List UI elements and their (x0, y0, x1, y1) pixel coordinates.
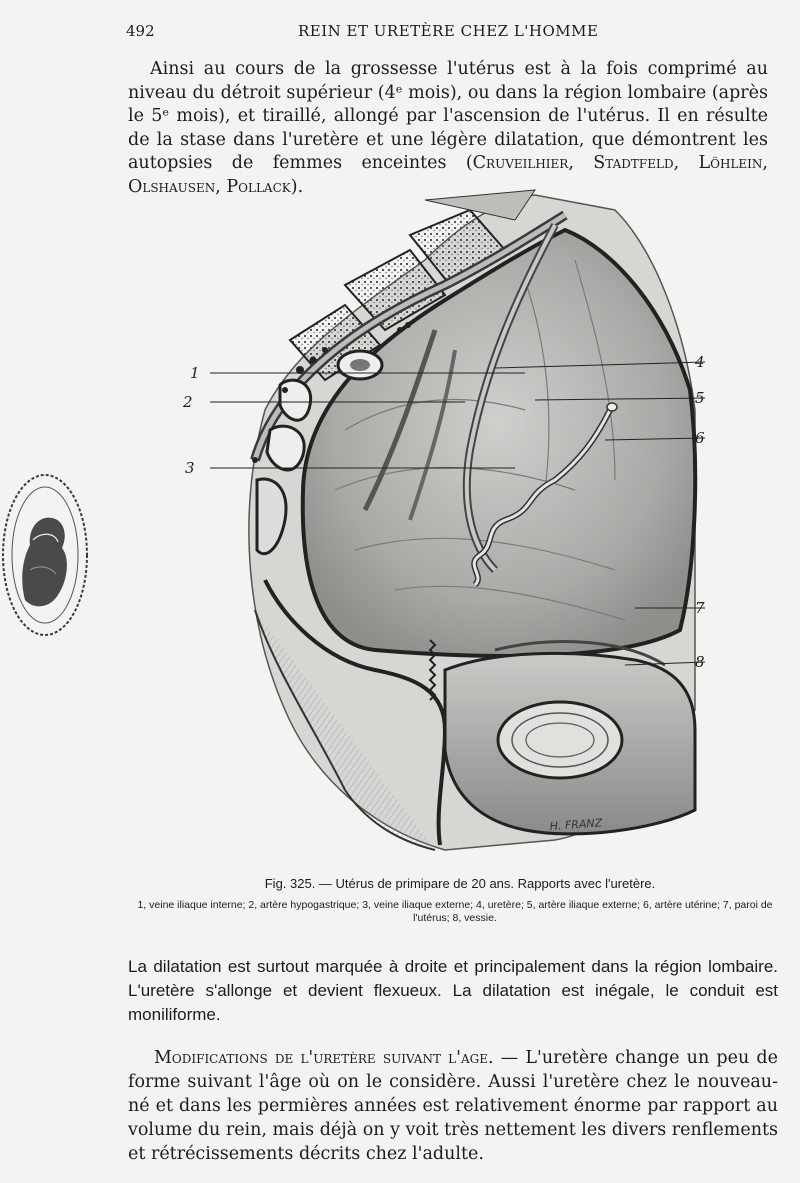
third-paragraph (128, 1046, 778, 1166)
fig-label-7: 7 (695, 599, 705, 617)
fig-label-5: 5 (695, 389, 705, 407)
fig-label-1: 1 (190, 364, 200, 382)
second-paragraph: La dilatation est surtout marquée à droite et principalement dans la région lombaire. L'uretère s'allonge et devient flexueux. La dilatation est inégale, le conduit est moniliforme. (128, 957, 778, 1024)
fig-label-4: 4 (695, 353, 705, 371)
intro-text-a: Ainsi au cours de la grossesse l'utérus est à la fois comprimé au niveau du détroit supérieur (4ᵉ mois), ou dans la région lombaire (après le 5ᵉ mois), et tiraillé, allongé par l'ascension de l'utérus. Il en résulte de la stase dans l'uretère et une légère dilatation, que démontrent les autopsies de femmes enceintes ( (128, 59, 768, 173)
library-stamp-seal (0, 470, 100, 640)
running-title: REIN ET URETÈRE CHEZ L'HOMME (298, 22, 599, 40)
fig-label-8: 8 (695, 653, 705, 671)
intro-authors: Cruveilhier, Stadtfeld, Löhlein, Olshausen, Pollack (128, 153, 768, 197)
artist-signature: H. FRANZ (549, 816, 603, 833)
page-number: 492 (126, 22, 155, 40)
intro-paragraph (128, 58, 768, 199)
figure-legend: 1, veine iliaque interne; 2, artère hypogastrique; 3, veine iliaque externe; 4, uretère; 5, artère iliaque externe; 6, artère utérine; 7, paroi de l'utérus; 8, vessie. (137, 899, 773, 924)
uterus-anatomical-figure (183, 190, 705, 855)
figure-caption: Fig. 325. — Utérus de primipare de 20 ans. Rapports avec l'uretère. (264, 876, 656, 891)
bleed-through-text (755, 175, 800, 795)
fig-label-6: 6 (695, 429, 705, 447)
section-heading: Modifications de l'uretère suivant l'age. (154, 1048, 494, 1068)
third-paragraph-text: — L'uretère change un peu de forme suivant l'âge où on le considère. Aussi l'uretère chez le nouveau-né et dans les permières années est relativement énorme par rapport au volume du rein, mais déjà on y voit très nettement les divers renflements et rétrécissements décrits chez l'adulte. (128, 1048, 779, 1164)
intro-text-b: ). (290, 176, 304, 197)
fig-label-2: 2 (183, 393, 193, 411)
fig-label-3: 3 (185, 459, 195, 477)
